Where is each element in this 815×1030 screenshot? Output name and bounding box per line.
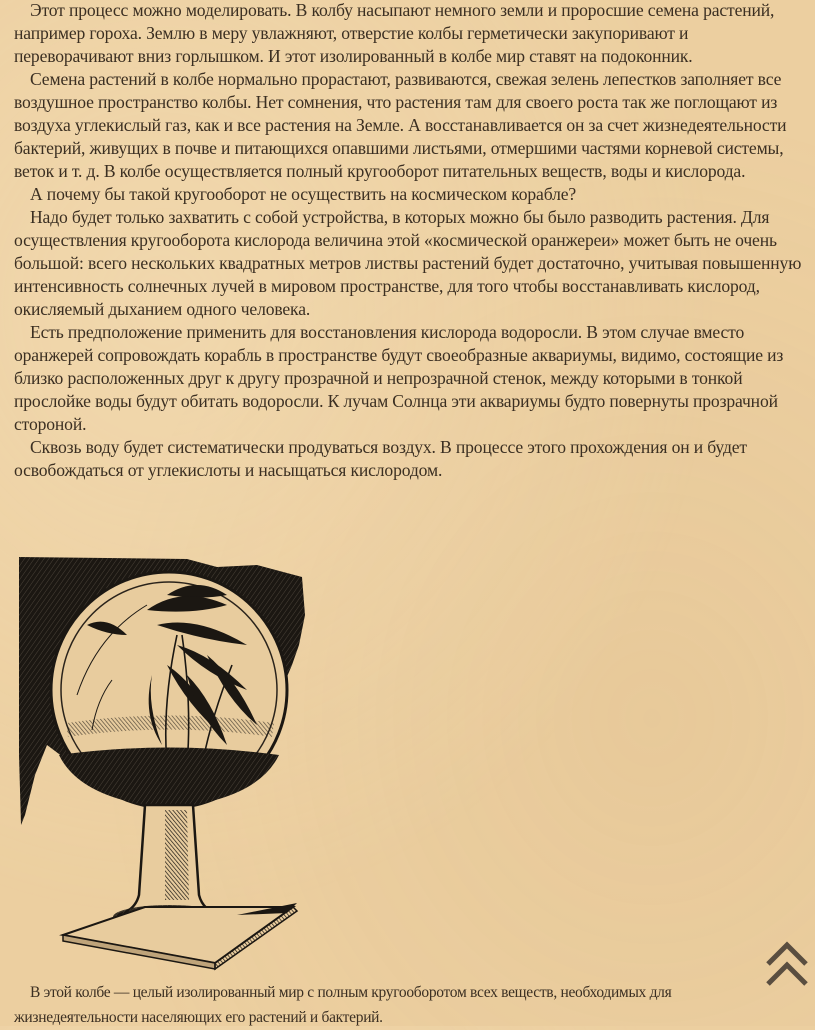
sealed-flask-with-plants-illustration — [17, 555, 307, 971]
paragraph: А почему бы такой кругооборот не осуществить на космическом корабле? — [30, 184, 577, 204]
scroll-to-top-button[interactable] — [764, 940, 810, 990]
double-chevron-up-icon — [764, 940, 810, 990]
paragraph: Есть предположение применить для восстановления кислорода водоросли. В этом случае вместо оранжерей сопровождать корабль в пространстве будут своеобразные аквариумы, видимо, состоящие из близко расположенных друг к другу прозрачной и непрозрачной стенок, между которыми в тонкой прослойке воды будут обитать водоросли. К лучам Солнца эти аквариумы будто повернуты прозрачной стороной. — [14, 322, 784, 434]
paragraph: Семена растений в колбе нормально прорастают, развиваются, свежая зелень лепестков заполняет все воздушное пространство колбы. Нет сомнения, что растения там для своего роста так же поглощают из воздуха углекислый газ, как и все растения на Земле. А восстанавливается он за счет жизнедеятельности бактерий, живущих в почве и питающихся опавшими листьями, отмершими частями корневой системы, веток и т. д. В колбе осуществляется полный кругооборот питательных веществ, воды и кислорода. — [14, 69, 787, 181]
flask-illustration — [17, 555, 307, 971]
figure-caption: В этой колбе — целый изолированный мир с полным кругооборотом всех веществ, необходимых для жизнедеятельности населяющих его растений и бактерий. — [14, 984, 672, 1026]
article-body — [14, 0, 804, 482]
paragraph: Надо будет только захватить с собой устройства, в которых можно бы было разводить растения. Для осуществления кругооборота кислорода величина этой «космической оранжереи» может быть не очень большой: всего нескольких квадратных метров листвы растений будет достаточно, учитывая повышенную интенсивность солнечных лучей в мировом пространстве, для того чтобы восстанавливать кислород, окисляемый дыханием одного человека. — [14, 207, 802, 319]
paragraph: Этот процесс можно моделировать. В колбу насыпают немного земли и проросшие семена растений, например гороха. Землю в меру увлажняют, отверстие колбы герметически закупоривают и переворачивают вниз горлышком. И этот изолированный в колбе мир ставят на подоконник. — [14, 0, 775, 66]
paragraph: Сквозь воду будет систематически продуваться воздух. В процессе этого прохождения он и будет освобождаться от углекислоты и насыщаться кислородом. — [14, 437, 747, 480]
